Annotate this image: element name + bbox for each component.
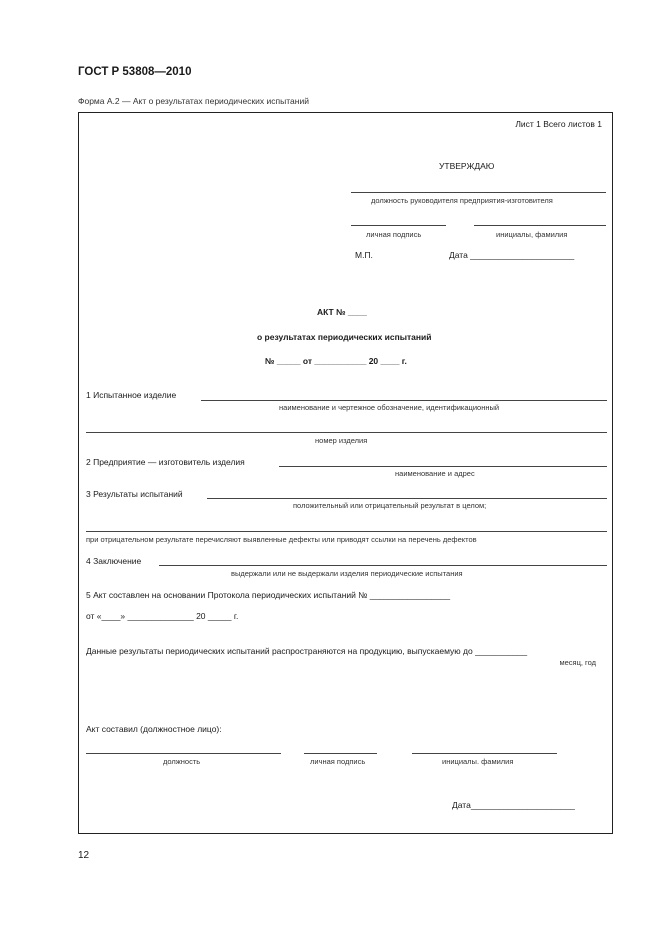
stamp-label: М.П.: [355, 250, 373, 260]
item1-hint: наименование и чертежное обозначение, идентификационный: [279, 403, 500, 412]
act-number-line: № _____ от ___________ 20 ____ г.: [265, 356, 407, 366]
position-line[interactable]: [351, 192, 606, 193]
item3-hint2: при отрицательном результате перечисляют выявленные дефекты или приводят ссылки на перечень дефектов: [86, 535, 477, 544]
item3-label: 3 Результаты испытаний: [86, 489, 183, 499]
item4-label: 4 Заключение: [86, 556, 142, 566]
composed-date-label: Дата______________________: [452, 800, 575, 810]
item1-hint2: номер изделия: [315, 436, 368, 445]
approve-name-line[interactable]: [474, 225, 606, 226]
item2-label: 2 Предприятие — изготовитель изделия: [86, 457, 245, 467]
item1-line2[interactable]: [86, 432, 607, 433]
page-number: 12: [78, 850, 90, 861]
item1-line[interactable]: [201, 400, 607, 401]
form-frame: [78, 112, 613, 834]
composed-position-hint: должность: [163, 757, 201, 766]
approve-name-hint: инициалы, фамилия: [496, 230, 568, 239]
item2-hint: наименование и адрес: [395, 469, 475, 478]
item5-date: от «____» ______________ 20 _____ г.: [86, 611, 239, 621]
item4-hint: выдержали или не выдержали изделия периодические испытания: [231, 569, 463, 578]
composed-name-hint: инициалы. фамилия: [442, 757, 514, 766]
composed-signature-line[interactable]: [304, 753, 377, 754]
approve-signature-line[interactable]: [351, 225, 446, 226]
sheet-info: Лист 1 Всего листов 1: [515, 119, 602, 129]
item1-label: 1 Испытанное изделие: [86, 390, 177, 400]
position-hint: должность руководителя предприятия-изготовителя: [371, 196, 553, 205]
item4-line[interactable]: [159, 565, 607, 566]
approve-date-label: Дата ______________________: [449, 250, 575, 260]
item2-line[interactable]: [279, 466, 607, 467]
form-caption: Форма А.2 — Акт о результатах периодических испытаний: [78, 96, 309, 106]
act-title: АКТ № ____: [317, 307, 367, 317]
validity-text: Данные результаты периодических испытаний распространяются на продукцию, выпускаемую до ___________: [86, 646, 528, 656]
item3-hint: положительный или отрицательный результат в целом;: [293, 501, 487, 510]
item5-text: 5 Акт составлен на основании Протокола периодических испытаний № _________________: [86, 590, 451, 600]
composed-name-line[interactable]: [412, 753, 557, 754]
standard-number: ГОСТ Р 53808—2010: [78, 66, 192, 78]
composed-label: Акт составил (должностное лицо):: [86, 724, 222, 734]
validity-hint: месяц, год: [559, 658, 596, 667]
item3-line[interactable]: [207, 498, 607, 499]
act-subtitle: о результатах периодических испытаний: [257, 332, 432, 342]
item3-line2[interactable]: [86, 531, 607, 532]
composed-signature-hint: личная подпись: [310, 757, 366, 766]
composed-position-line[interactable]: [86, 753, 281, 754]
approve-signature-hint: личная подпись: [366, 230, 422, 239]
approve-title: УТВЕРЖДАЮ: [439, 161, 495, 171]
